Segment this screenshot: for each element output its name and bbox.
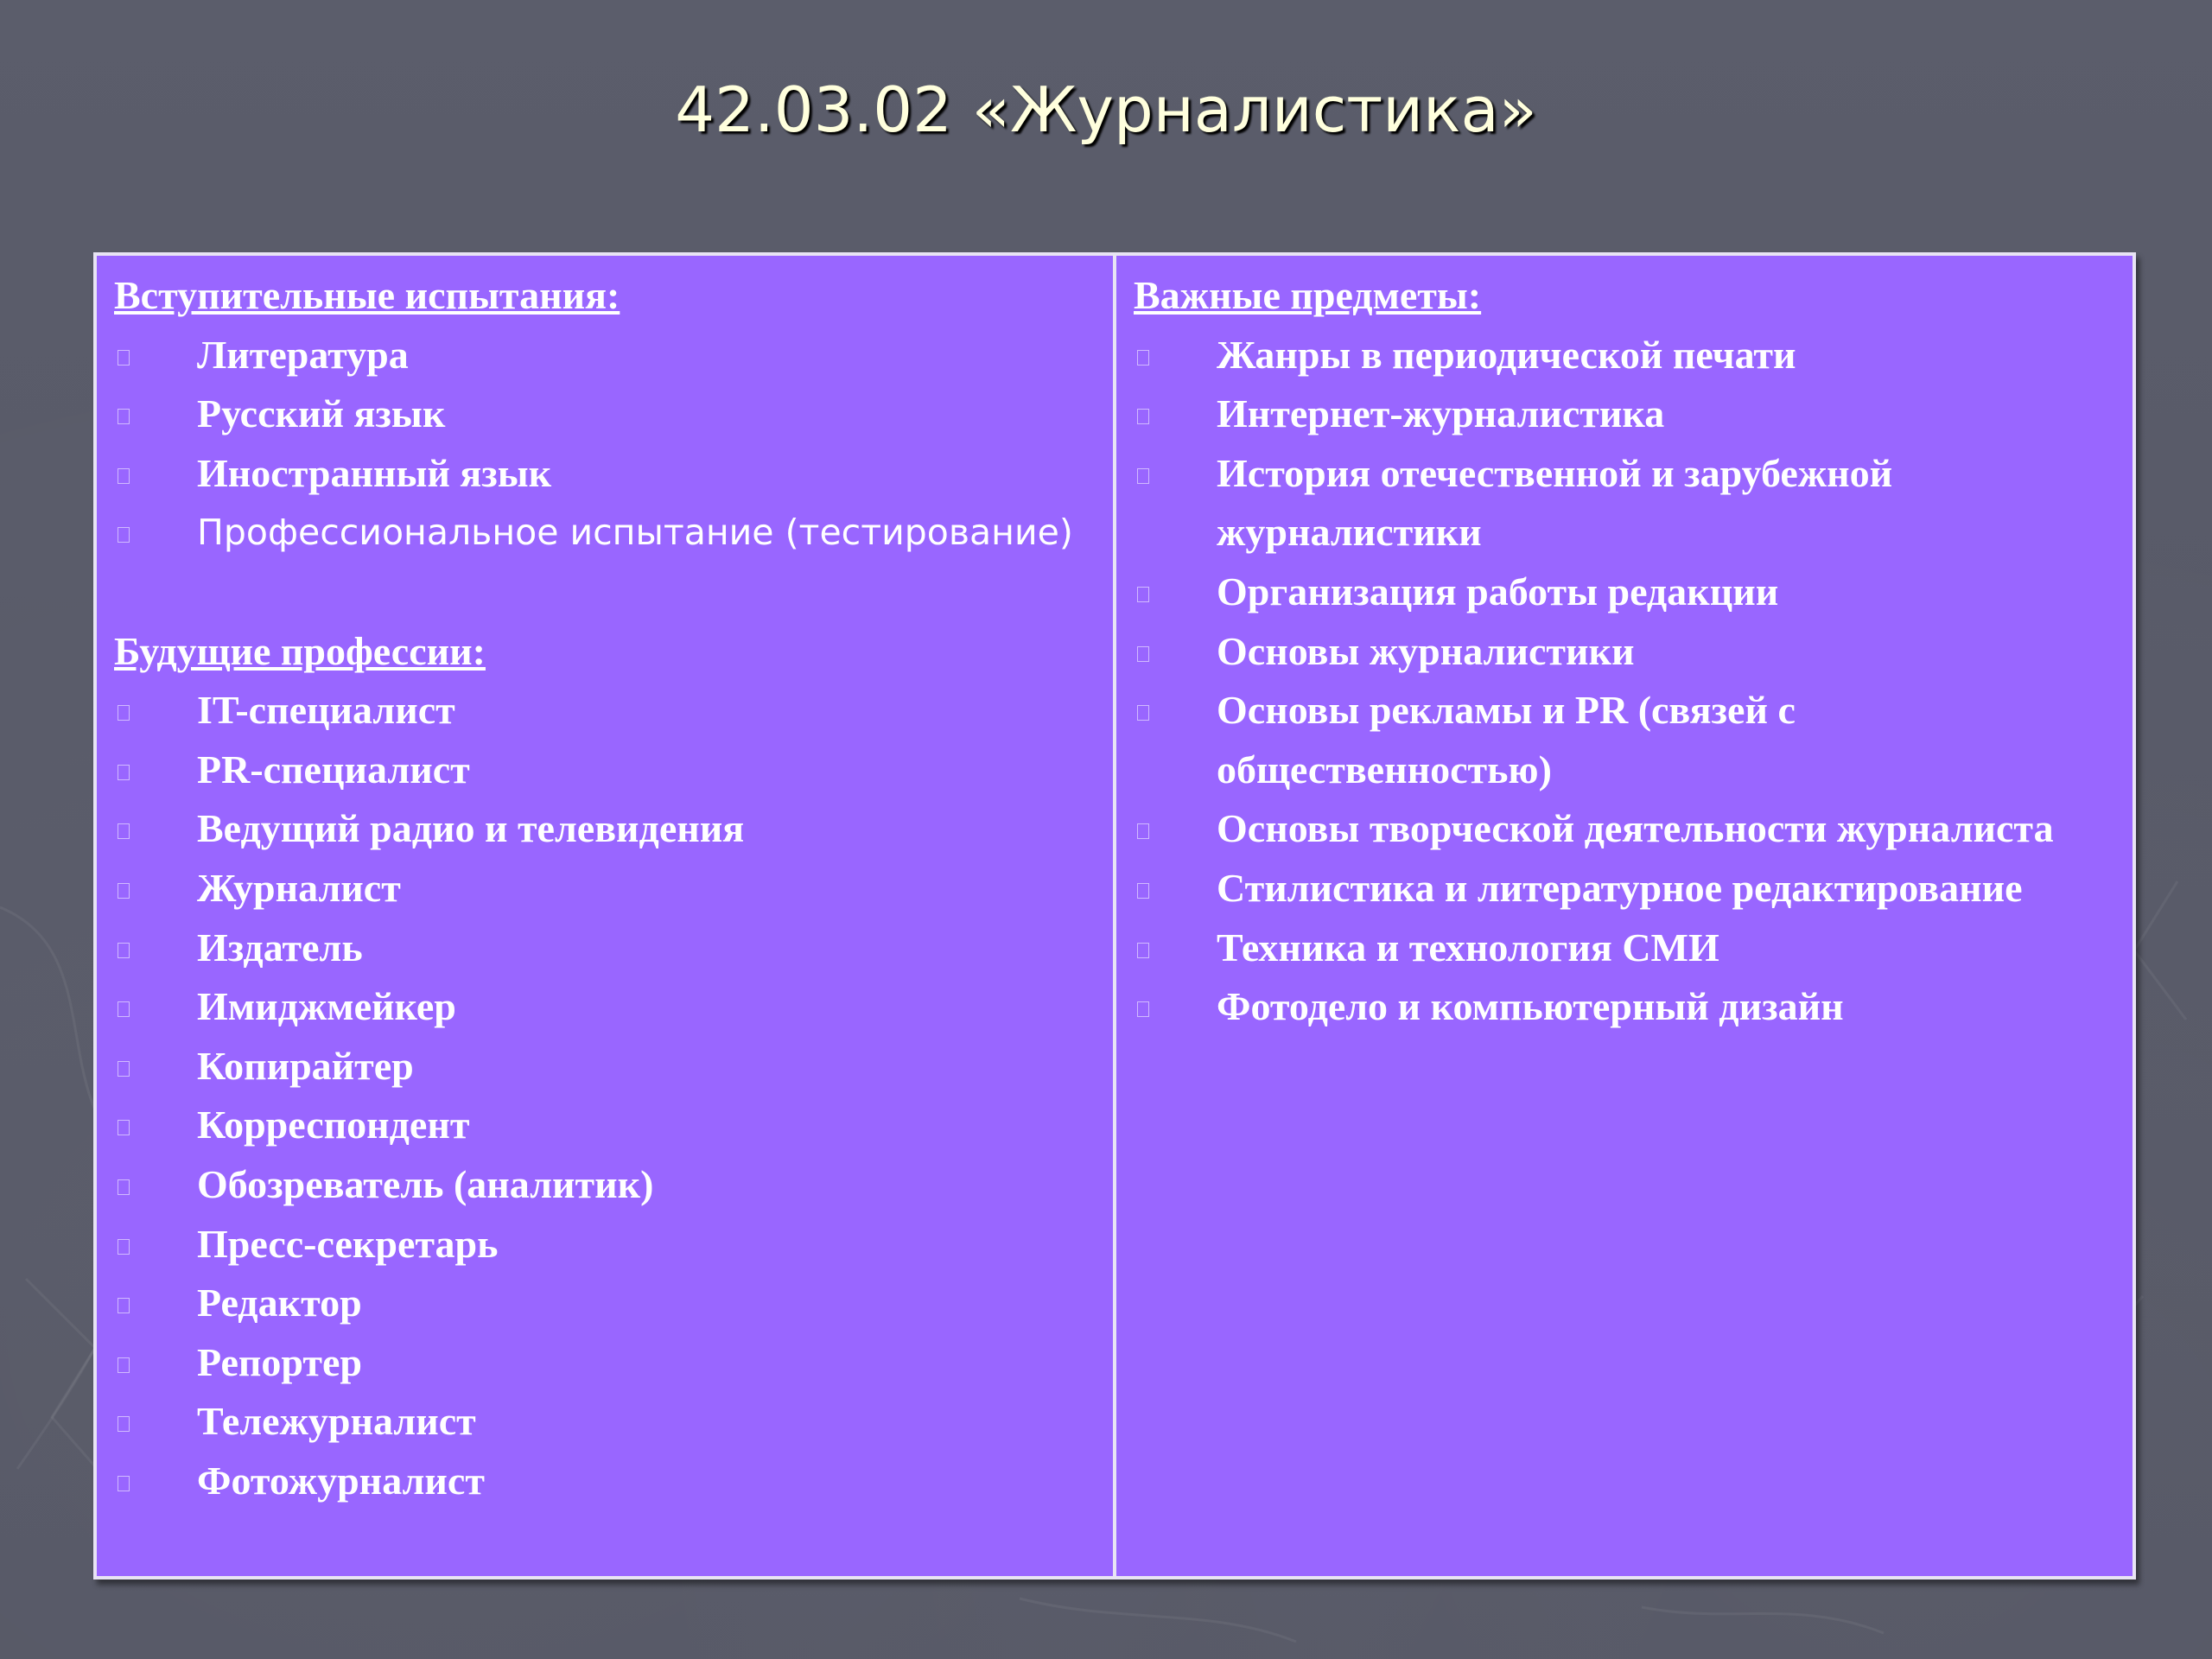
list-item: Жанры в периодической печати [1134, 326, 2133, 385]
entrance-exams-heading: Вступительные испытания: [114, 273, 620, 317]
square-bullet-icon [1137, 883, 1149, 899]
square-bullet-icon [118, 1298, 130, 1313]
square-bullet-icon [118, 765, 130, 780]
list-item: Фотоделo и компьютерный дизайн [1134, 977, 2133, 1037]
content-table [93, 252, 2136, 1580]
list-item: Обозреватель (аналитик) [114, 1155, 1113, 1215]
list-item: Основы журналистики [1134, 622, 2133, 682]
square-bullet-icon [118, 468, 130, 484]
list-item: Тележурналист [114, 1392, 1113, 1452]
square-bullet-icon [1137, 409, 1149, 424]
list-item: Русский язык [114, 385, 1113, 444]
left-column [97, 256, 1116, 1576]
list-item: Фотожурналист [114, 1452, 1113, 1511]
square-bullet-icon [118, 1357, 130, 1373]
square-bullet-icon [118, 1120, 130, 1135]
square-bullet-icon [118, 1001, 130, 1017]
square-bullet-icon [1137, 350, 1149, 365]
list-item: Литература [114, 326, 1113, 385]
list-item: Ведущий радио и телевидения [114, 799, 1113, 859]
list-item: IT-специалист [114, 681, 1113, 741]
important-subjects-heading: Важные предметы: [1134, 273, 1482, 317]
list-item: Корреспондент [114, 1096, 1113, 1155]
square-bullet-icon [1137, 646, 1149, 662]
square-bullet-icon [118, 705, 130, 721]
list-item: Интернет-журналистика [1134, 385, 2133, 444]
square-bullet-icon [118, 1061, 130, 1077]
right-column [1116, 256, 2133, 1576]
square-bullet-icon [118, 1179, 130, 1195]
subjects-list [1134, 326, 2133, 1037]
list-item: Техника и технология СМИ [1134, 918, 2133, 978]
square-bullet-icon [118, 350, 130, 365]
list-item: Пресс-секретарь [114, 1215, 1113, 1274]
square-bullet-icon [118, 1416, 130, 1432]
slide-title: 42.03.02 «Журналистика» [675, 73, 1537, 146]
list-item: Профессиональное испытание (тестирование) [114, 503, 1113, 563]
list-item: Журналист [114, 859, 1113, 918]
square-bullet-icon [118, 1239, 130, 1255]
square-bullet-icon [118, 409, 130, 424]
square-bullet-icon [1137, 587, 1149, 602]
list-item: Основы творческой деятельности журналиста [1134, 799, 2133, 859]
list-item: Редактор [114, 1274, 1113, 1333]
list-item: Имиджмейкер [114, 977, 1113, 1037]
list-item: История отечественной и зарубежной журналистики [1134, 444, 2133, 563]
list-item: Организация работы редакции [1134, 563, 2133, 622]
list-item: PR-специалист [114, 741, 1113, 800]
square-bullet-icon [118, 823, 130, 839]
list-item: Стилистика и литературное редактирование [1134, 859, 2133, 918]
professions-list [114, 681, 1113, 1510]
square-bullet-icon [118, 527, 130, 543]
square-bullet-icon [1137, 823, 1149, 839]
square-bullet-icon [1137, 943, 1149, 958]
entrance-exams-list [114, 326, 1113, 563]
future-professions-heading: Будущие профессии: [114, 628, 486, 673]
square-bullet-icon [1137, 1001, 1149, 1017]
spacer [114, 563, 1113, 622]
list-item: Издатель [114, 918, 1113, 978]
list-item: Репортер [114, 1333, 1113, 1393]
square-bullet-icon [1137, 705, 1149, 721]
square-bullet-icon [118, 883, 130, 899]
square-bullet-icon [1137, 468, 1149, 484]
square-bullet-icon [118, 1476, 130, 1491]
list-item: Копирайтер [114, 1037, 1113, 1096]
square-bullet-icon [118, 943, 130, 958]
list-item: Иностранный язык [114, 444, 1113, 504]
list-item: Основы рекламы и PR (связей с общественностью) [1134, 681, 2133, 799]
